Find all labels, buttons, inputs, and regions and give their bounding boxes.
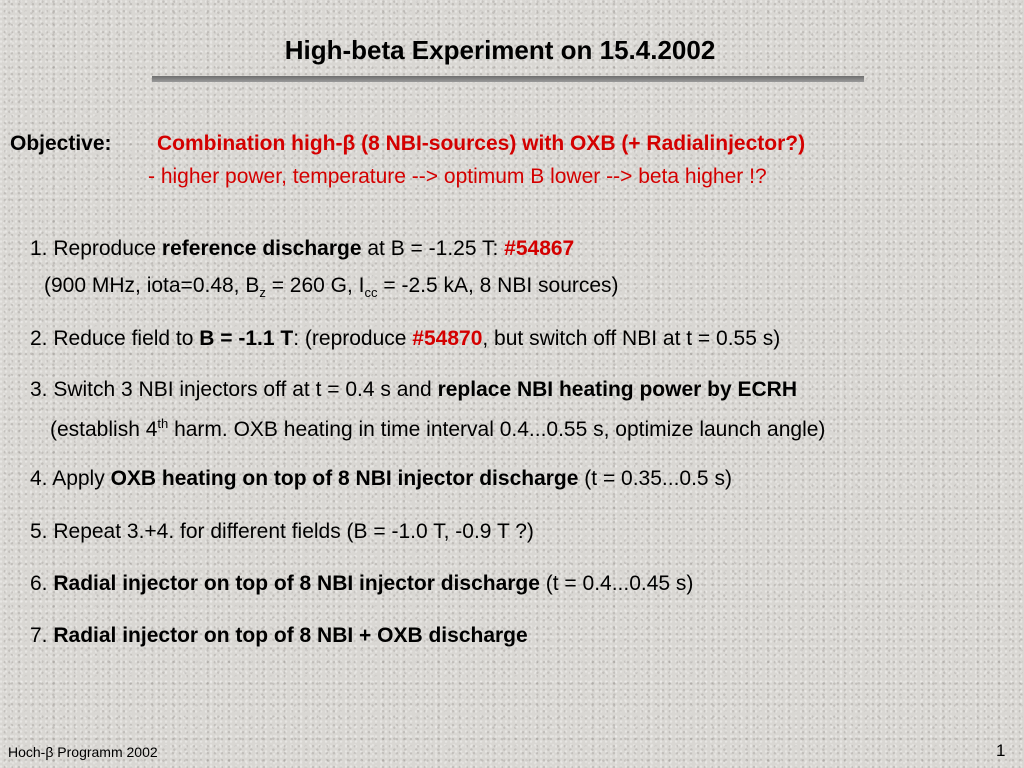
superscript: th (157, 416, 169, 431)
item-text: harm. OXB heating in time interval 0.4...0.55 s, optimize launch angle) (168, 418, 826, 441)
shot-number: #54867 (504, 237, 575, 260)
subscript: z (259, 285, 266, 301)
item-text: 5. Repeat 3.+4. for different fields (B = -1.0 T, -0.9 T ?) (30, 520, 534, 543)
list-item-1-detail (44, 274, 619, 300)
list-item-4 (30, 467, 732, 491)
item-emphasis: Radial injector on top of 8 NBI + OXB discharge (53, 624, 528, 647)
list-item-1 (30, 237, 574, 261)
item-emphasis: B = -1.1 T (199, 327, 294, 350)
item-text: 4. Apply (30, 467, 111, 490)
item-emphasis: Radial injector on top of 8 NBI injector discharge (53, 572, 540, 595)
footer-label: Hoch-β Programm 2002 (8, 744, 158, 760)
objective-label: Objective: (10, 132, 112, 155)
list-item-2 (30, 327, 780, 351)
item-text: : (reproduce (293, 327, 413, 350)
objective-text: Combination high-β (8 NBI-sources) with OXB (+ Radialinjector?) (157, 132, 806, 155)
item-text: 3. Switch 3 NBI injectors off at t = 0.4 s and (30, 378, 438, 401)
item-text: = 260 G, I (265, 274, 365, 297)
list-item-5 (30, 520, 534, 544)
item-text: 7. (30, 624, 54, 647)
list-item-6 (30, 572, 693, 596)
objective-note: - higher power, temperature --> optimum B lower --> beta higher !? (148, 165, 767, 188)
list-item-3 (30, 378, 797, 402)
item-text: 1. Reproduce (30, 237, 162, 260)
item-emphasis: OXB heating on top of 8 NBI injector discharge (110, 467, 579, 490)
item-emphasis: replace NBI heating power by ECRH (437, 378, 797, 401)
item-text: = -2.5 kA, 8 NBI sources) (377, 274, 619, 297)
item-text: at B = -1.25 T: (361, 237, 505, 260)
item-text: (establish 4 (50, 418, 158, 441)
item-emphasis: reference discharge (161, 237, 362, 260)
item-text: (900 MHz, iota=0.48, B (44, 274, 260, 297)
title-underline (152, 76, 864, 82)
item-text: (t = 0.4...0.45 s) (539, 572, 694, 595)
shot-number: #54870 (412, 327, 483, 350)
subscript: cc (364, 285, 378, 301)
list-item-3-detail (50, 416, 825, 442)
item-text: 6. (30, 572, 54, 595)
slide-title: High-beta Experiment on 15.4.2002 (284, 35, 716, 65)
item-text: 2. Reduce field to (30, 327, 200, 350)
list-item-7 (30, 624, 528, 648)
item-text: (t = 0.35...0.5 s) (578, 467, 732, 490)
page-number: 1 (996, 741, 1006, 760)
item-text: , but switch off NBI at t = 0.55 s) (482, 327, 781, 350)
